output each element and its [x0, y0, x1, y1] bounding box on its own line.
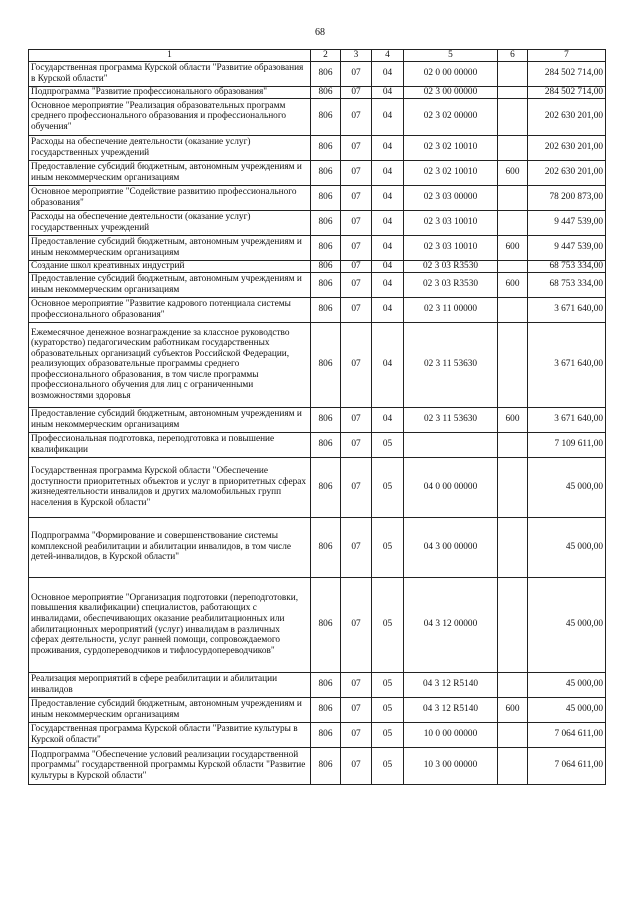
row-target-article: 02 3 03 00000: [404, 185, 498, 210]
table-row: [29, 260, 606, 272]
table-row: [29, 577, 606, 672]
header-col-5: 5: [404, 50, 498, 62]
row-target-article: 02 3 11 53630: [404, 322, 498, 407]
row-target-article: 02 3 02 10010: [404, 160, 498, 185]
row-subsection: 04: [372, 160, 404, 185]
row-section: 07: [341, 86, 372, 98]
row-expense-type: [498, 135, 528, 160]
row-grbs: 806: [311, 98, 341, 135]
row-subsection: 04: [372, 86, 404, 98]
row-amount: 68 753 334,00: [528, 272, 606, 297]
row-expense-type: [498, 747, 528, 784]
row-section: 07: [341, 407, 372, 432]
row-subsection: 05: [372, 672, 404, 697]
row-subsection: 04: [372, 260, 404, 272]
table-row: [29, 272, 606, 297]
row-amount: 284 502 714,00: [528, 86, 606, 98]
row-expense-type: [498, 432, 528, 457]
table-row: [29, 432, 606, 457]
header-col-4: 4: [372, 50, 404, 62]
row-amount: 3 671 640,00: [528, 297, 606, 322]
row-grbs: 806: [311, 185, 341, 210]
row-expense-type: 600: [498, 272, 528, 297]
row-target-article: 04 3 12 R5140: [404, 697, 498, 722]
row-section: 07: [341, 185, 372, 210]
row-section: 07: [341, 135, 372, 160]
row-section: 07: [341, 98, 372, 135]
header-col-3: 3: [341, 50, 372, 62]
row-section: 07: [341, 235, 372, 260]
row-name: Профессиональная подготовка, переподготовка и повышение квалификации: [29, 432, 311, 457]
row-name: Государственная программа Курской области "Развитие культуры в Курской области": [29, 722, 311, 747]
row-name: Основное мероприятие "Развитие кадрового потенциала системы профессионального образования": [29, 297, 311, 322]
table-body: [29, 61, 606, 784]
row-name: Основное мероприятие "Содействие развитию профессионального образования": [29, 185, 311, 210]
row-name: Предоставление субсидий бюджетным, автономным учреждениям и иным некоммерческим организациям: [29, 235, 311, 260]
table-row: [29, 297, 606, 322]
row-amount: 68 753 334,00: [528, 260, 606, 272]
row-grbs: 806: [311, 297, 341, 322]
row-name: Предоставление субсидий бюджетным, автономным учреждениям и иным некоммерческим организациям: [29, 407, 311, 432]
row-expense-type: [498, 577, 528, 672]
row-amount: 3 671 640,00: [528, 322, 606, 407]
table-row: [29, 457, 606, 517]
row-expense-type: [498, 98, 528, 135]
row-subsection: 05: [372, 432, 404, 457]
row-expense-type: [498, 672, 528, 697]
row-section: 07: [341, 577, 372, 672]
header-col-7: 7: [528, 50, 606, 62]
table-row: [29, 135, 606, 160]
row-expense-type: 600: [498, 160, 528, 185]
row-target-article: 02 3 02 00000: [404, 98, 498, 135]
row-amount: 7 064 611,00: [528, 747, 606, 784]
row-name: Предоставление субсидий бюджетным, автономным учреждениям и иным некоммерческим организациям: [29, 697, 311, 722]
row-target-article: 02 3 03 R3530: [404, 272, 498, 297]
row-grbs: 806: [311, 517, 341, 577]
row-amount: 45 000,00: [528, 672, 606, 697]
row-name: Основное мероприятие "Организация подготовки (переподготовки, повышения квалификации) специалистов, работающих с инвалидами, обеспечивающих оказание реабилитационных или абилитационных мероприятий (услуг) инвалидам в различных сферах деятельности, услуг ранней помощи, сопровождаемого проживания, сурдопереводчиков и тифлосурдопереводчиков": [29, 577, 311, 672]
row-subsection: 04: [372, 210, 404, 235]
row-grbs: 806: [311, 697, 341, 722]
row-grbs: 806: [311, 260, 341, 272]
row-target-article: 02 3 03 R3530: [404, 260, 498, 272]
row-grbs: 806: [311, 577, 341, 672]
table-row: [29, 210, 606, 235]
table-row: [29, 672, 606, 697]
row-expense-type: [498, 61, 528, 86]
row-subsection: 04: [372, 61, 404, 86]
row-section: 07: [341, 432, 372, 457]
row-name: Подпрограмма "Формирование и совершенствование системы комплексной реабилитации и абилитации инвалидов, в том числе детей-инвалидов, в Курской области": [29, 517, 311, 577]
row-amount: 45 000,00: [528, 697, 606, 722]
row-subsection: 05: [372, 517, 404, 577]
row-section: 07: [341, 297, 372, 322]
row-expense-type: [498, 457, 528, 517]
row-amount: 9 447 539,00: [528, 210, 606, 235]
row-target-article: 04 0 00 00000: [404, 457, 498, 517]
row-grbs: 806: [311, 235, 341, 260]
row-amount: 45 000,00: [528, 457, 606, 517]
row-target-article: 04 3 12 00000: [404, 577, 498, 672]
row-subsection: 05: [372, 457, 404, 517]
row-target-article: 04 3 00 00000: [404, 517, 498, 577]
row-expense-type: [498, 86, 528, 98]
header-col-2: 2: [311, 50, 341, 62]
row-subsection: 05: [372, 722, 404, 747]
header-col-1: 1: [29, 50, 311, 62]
row-target-article: 02 3 02 10010: [404, 135, 498, 160]
row-target-article: 02 3 11 00000: [404, 297, 498, 322]
row-subsection: 04: [372, 297, 404, 322]
row-amount: 202 630 201,00: [528, 135, 606, 160]
row-grbs: 806: [311, 747, 341, 784]
row-grbs: 806: [311, 432, 341, 457]
row-target-article: [404, 432, 498, 457]
row-target-article: 02 0 00 00000: [404, 61, 498, 86]
row-expense-type: [498, 185, 528, 210]
row-target-article: 02 3 11 53630: [404, 407, 498, 432]
row-section: 07: [341, 160, 372, 185]
row-grbs: 806: [311, 160, 341, 185]
row-amount: 202 630 201,00: [528, 98, 606, 135]
row-section: 07: [341, 260, 372, 272]
row-expense-type: [498, 322, 528, 407]
table-row: [29, 407, 606, 432]
row-section: 07: [341, 210, 372, 235]
row-amount: 3 671 640,00: [528, 407, 606, 432]
row-subsection: 05: [372, 577, 404, 672]
row-section: 07: [341, 722, 372, 747]
row-expense-type: [498, 210, 528, 235]
row-amount: 7 109 611,00: [528, 432, 606, 457]
row-grbs: 806: [311, 457, 341, 517]
row-grbs: 806: [311, 61, 341, 86]
row-section: 07: [341, 747, 372, 784]
row-section: 07: [341, 322, 372, 407]
row-target-article: 10 0 00 00000: [404, 722, 498, 747]
row-subsection: 04: [372, 135, 404, 160]
row-grbs: 806: [311, 322, 341, 407]
row-target-article: 02 3 00 00000: [404, 86, 498, 98]
row-amount: 78 200 873,00: [528, 185, 606, 210]
table-row: [29, 322, 606, 407]
row-name: Государственная программа Курской области "Обеспечение доступности приоритетных объектов и услуг в приоритетных сферах жизнедеятельности инвалидов и других маломобильных групп населения в Курской области": [29, 457, 311, 517]
row-expense-type: [498, 297, 528, 322]
row-name: Основное мероприятие "Реализация образовательных программ среднего профессионального образования и профессионального обучения": [29, 98, 311, 135]
table-row: [29, 185, 606, 210]
row-name: Предоставление субсидий бюджетным, автономным учреждениям и иным некоммерческим организациям: [29, 160, 311, 185]
table-row: [29, 98, 606, 135]
row-subsection: 05: [372, 747, 404, 784]
row-target-article: 02 3 03 10010: [404, 235, 498, 260]
table-row: [29, 697, 606, 722]
row-subsection: 04: [372, 322, 404, 407]
header-row: [29, 50, 606, 62]
row-grbs: 806: [311, 210, 341, 235]
row-section: 07: [341, 61, 372, 86]
row-expense-type: [498, 260, 528, 272]
row-name: Предоставление субсидий бюджетным, автономным учреждениям и иным некоммерческим организациям: [29, 272, 311, 297]
row-name: Реализация мероприятий в сфере реабилитации и абилитации инвалидов: [29, 672, 311, 697]
row-name: Ежемесячное денежное вознаграждение за классное руководство (кураторство) педагогическим работникам государственных образовательных организаций субъектов Российской Федерации, реализующих образовательные программы среднего профессионального образования, в том числе программы профессионального обучения для лиц с ограниченными возможностями здоровья: [29, 322, 311, 407]
header-col-6: 6: [498, 50, 528, 62]
row-target-article: 04 3 12 R5140: [404, 672, 498, 697]
row-section: 07: [341, 672, 372, 697]
row-amount: 284 502 714,00: [528, 61, 606, 86]
table-row: [29, 61, 606, 86]
table-row: [29, 722, 606, 747]
row-name: Расходы на обеспечение деятельности (оказание услуг) государственных учреждений: [29, 210, 311, 235]
budget-table: [28, 49, 606, 785]
row-section: 07: [341, 517, 372, 577]
row-amount: 45 000,00: [528, 517, 606, 577]
row-name: Расходы на обеспечение деятельности (оказание услуг) государственных учреждений: [29, 135, 311, 160]
row-section: 07: [341, 697, 372, 722]
row-section: 07: [341, 457, 372, 517]
row-section: 07: [341, 272, 372, 297]
table-row: [29, 235, 606, 260]
row-grbs: 806: [311, 135, 341, 160]
row-expense-type: 600: [498, 235, 528, 260]
row-target-article: 02 3 03 10010: [404, 210, 498, 235]
row-name: Подпрограмма "Обеспечение условий реализации государственной программы" государственной программы Курской области "Развитие культуры в Курской области": [29, 747, 311, 784]
row-subsection: 05: [372, 697, 404, 722]
row-grbs: 806: [311, 407, 341, 432]
row-amount: 7 064 611,00: [528, 722, 606, 747]
row-name: Создание школ креативных индустрий: [29, 260, 311, 272]
page-number: 68: [315, 27, 325, 38]
table-row: [29, 747, 606, 784]
row-expense-type: [498, 517, 528, 577]
table-row: [29, 517, 606, 577]
row-expense-type: 600: [498, 407, 528, 432]
row-name: Подпрограмма "Развитие профессионального образования": [29, 86, 311, 98]
row-grbs: 806: [311, 722, 341, 747]
row-subsection: 04: [372, 407, 404, 432]
table-row: [29, 160, 606, 185]
table-row: [29, 86, 606, 98]
row-amount: 45 000,00: [528, 577, 606, 672]
row-subsection: 04: [372, 272, 404, 297]
row-subsection: 04: [372, 185, 404, 210]
row-name: Государственная программа Курской области "Развитие образования в Курской области": [29, 61, 311, 86]
row-grbs: 806: [311, 672, 341, 697]
row-expense-type: [498, 722, 528, 747]
row-subsection: 04: [372, 235, 404, 260]
row-amount: 202 630 201,00: [528, 160, 606, 185]
row-amount: 9 447 539,00: [528, 235, 606, 260]
row-grbs: 806: [311, 272, 341, 297]
row-grbs: 806: [311, 86, 341, 98]
row-expense-type: 600: [498, 697, 528, 722]
row-subsection: 04: [372, 98, 404, 135]
row-target-article: 10 3 00 00000: [404, 747, 498, 784]
